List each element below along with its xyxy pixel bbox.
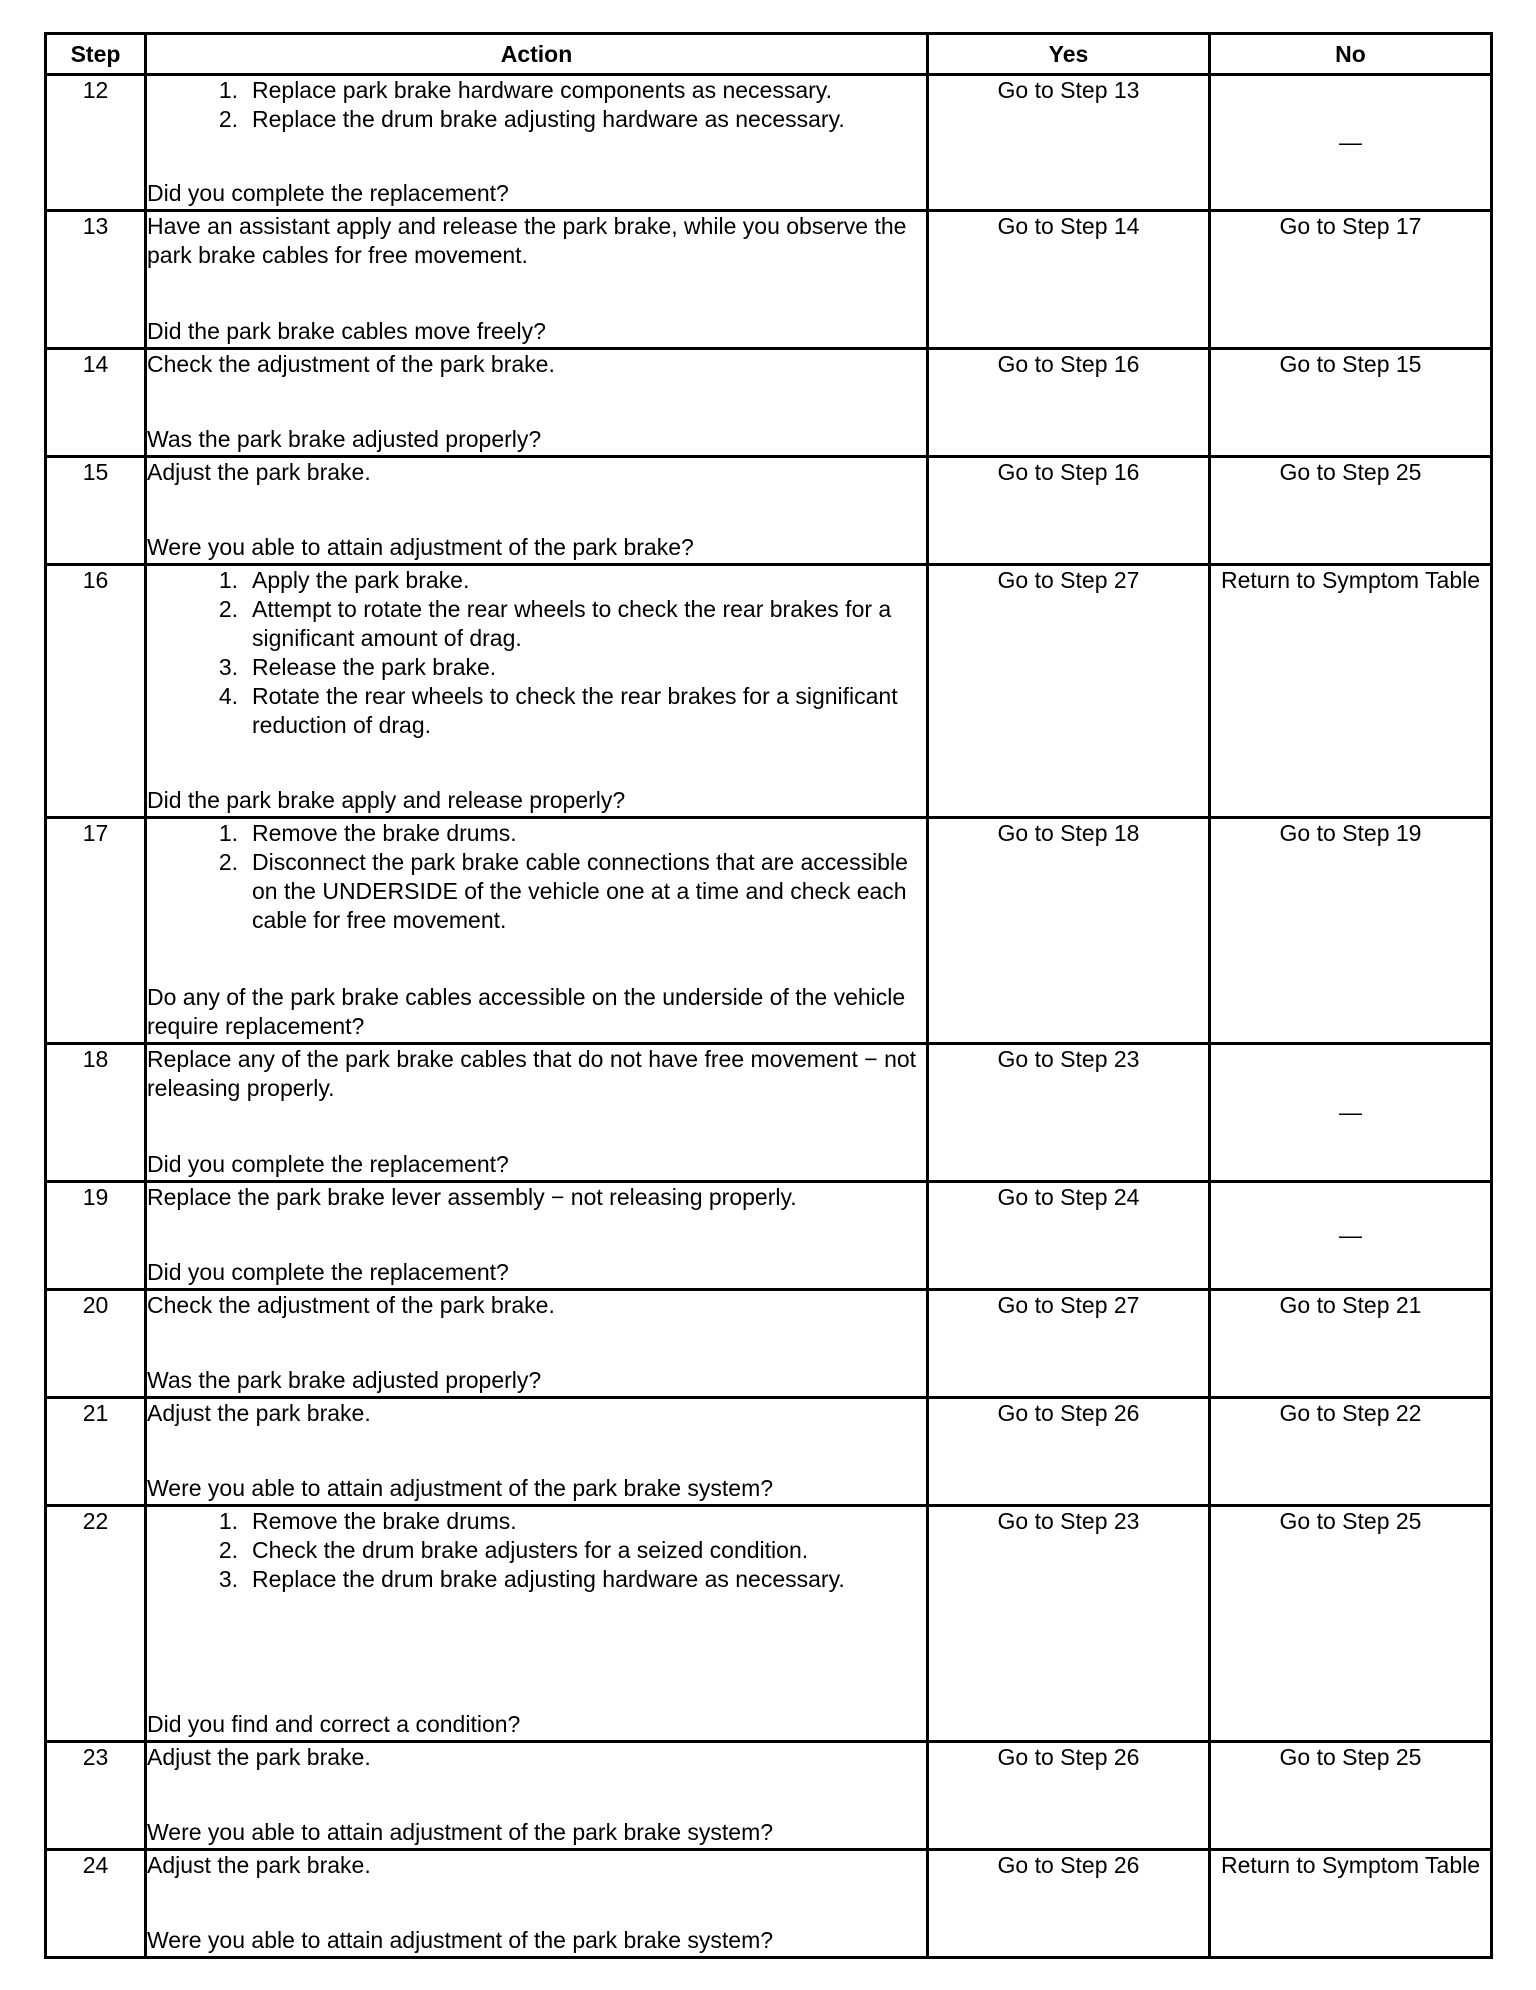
list-item-text: Replace park brake hardware components as necessary. (252, 77, 832, 103)
action-question: Did you complete the replacement? (147, 1151, 509, 1177)
table-row (46, 211, 1492, 349)
list-item-text: Replace the drum brake adjusting hardware as necessary. (252, 106, 845, 132)
action-cell (146, 1506, 928, 1742)
action-instructions (147, 350, 926, 379)
action-question: Were you able to attain adjustment of the park brake system? (147, 1927, 774, 1953)
step-number: 24 (46, 1850, 146, 1958)
action-instructions (147, 1183, 926, 1212)
action-question: Was the park brake adjusted properly? (147, 426, 542, 452)
step-number: 17 (46, 818, 146, 1044)
yes-result: Go to Step 16 (928, 349, 1210, 457)
header-action: Action (146, 34, 928, 75)
no-result: Go to Step 22 (1210, 1398, 1492, 1506)
yes-result: Go to Step 14 (928, 211, 1210, 349)
table-body (46, 75, 1492, 1958)
action-cell (146, 1850, 928, 1958)
action-instructions (147, 76, 926, 134)
yes-result: Go to Step 16 (928, 457, 1210, 565)
step-number: 18 (46, 1044, 146, 1182)
yes-result: Go to Step 27 (928, 565, 1210, 818)
step-number: 23 (46, 1742, 146, 1850)
step-number: 12 (46, 75, 146, 211)
action-text: Adjust the park brake. (147, 1744, 371, 1770)
list-item-text: Apply the park brake. (252, 567, 470, 593)
action-question: Were you able to attain adjustment of the park brake system? (147, 1475, 774, 1501)
action-instructions (147, 1291, 926, 1320)
list-item-number: 2. (218, 849, 238, 875)
action-instructions (147, 1399, 926, 1428)
no-result: Return to Symptom Table (1210, 565, 1492, 818)
table-row (46, 349, 1492, 457)
action-cell (146, 457, 928, 565)
list-item-text: Remove the brake drums. (252, 1508, 517, 1534)
header-step: Step (46, 34, 146, 75)
action-list-item (147, 105, 926, 134)
header-no: No (1210, 34, 1492, 75)
action-text: Have an assistant apply and release the park brake, while you observe the park brake cables for free movement. (147, 213, 907, 268)
list-item-number: 1. (218, 567, 238, 593)
no-result: Go to Step 25 (1210, 1742, 1492, 1850)
action-question: Do any of the park brake cables accessible on the underside of the vehicle require replacement? (147, 984, 906, 1039)
action-cell (146, 1290, 928, 1398)
action-text: Adjust the park brake. (147, 1400, 371, 1426)
no-result: — (1210, 1182, 1492, 1290)
list-item-text: Rotate the rear wheels to check the rear brakes for a significant reduction of drag. (252, 683, 898, 738)
action-question: Were you able to attain adjustment of the park brake system? (147, 1819, 774, 1845)
action-cell (146, 1044, 928, 1182)
yes-result: Go to Step 24 (928, 1182, 1210, 1290)
list-item-number: 1. (218, 1508, 238, 1534)
action-list (147, 819, 926, 935)
list-item-text: Disconnect the park brake cable connections that are accessible on the UNDERSIDE of the vehicle one at a time and check each cable for free movement. (252, 849, 908, 933)
action-cell (146, 75, 928, 211)
step-number: 15 (46, 457, 146, 565)
no-result: — (1210, 1044, 1492, 1182)
list-item-number: 2. (218, 106, 238, 132)
action-instructions (147, 1743, 926, 1772)
action-cell (146, 1182, 928, 1290)
list-item-text: Check the drum brake adjusters for a seized condition. (252, 1537, 809, 1563)
table-row (46, 1850, 1492, 1958)
action-list-item (147, 653, 926, 682)
action-text: Adjust the park brake. (147, 459, 371, 485)
action-list (147, 566, 926, 740)
action-question: Was the park brake adjusted properly? (147, 1367, 542, 1393)
action-list-item (147, 566, 926, 595)
no-result: Go to Step 15 (1210, 349, 1492, 457)
action-cell (146, 1742, 928, 1850)
action-list-item (147, 1565, 926, 1594)
action-instructions (147, 1851, 926, 1880)
yes-result: Go to Step 26 (928, 1850, 1210, 1958)
step-number: 14 (46, 349, 146, 457)
list-item-text: Release the park brake. (252, 654, 497, 680)
action-list-item (147, 819, 926, 848)
list-item-number: 3. (218, 654, 238, 680)
step-number: 21 (46, 1398, 146, 1506)
table-row (46, 1742, 1492, 1850)
no-result: Go to Step 17 (1210, 211, 1492, 349)
table-row (46, 818, 1492, 1044)
action-instructions (147, 458, 926, 487)
table-row (46, 1182, 1492, 1290)
yes-result: Go to Step 26 (928, 1742, 1210, 1850)
action-instructions (147, 566, 926, 740)
table-row (46, 457, 1492, 565)
no-result: Go to Step 19 (1210, 818, 1492, 1044)
action-list (147, 76, 926, 134)
step-number: 13 (46, 211, 146, 349)
list-item-number: 1. (218, 820, 238, 846)
list-item-number: 4. (218, 683, 238, 709)
list-item-number: 2. (218, 1537, 238, 1563)
table-row (46, 1506, 1492, 1742)
action-question: Did the park brake cables move freely? (147, 318, 546, 344)
action-cell (146, 349, 928, 457)
action-instructions (147, 212, 926, 270)
action-list-item (147, 76, 926, 105)
step-number: 19 (46, 1182, 146, 1290)
action-cell (146, 565, 928, 818)
action-cell (146, 211, 928, 349)
yes-result: Go to Step 13 (928, 75, 1210, 211)
action-cell (146, 1398, 928, 1506)
step-number: 22 (46, 1506, 146, 1742)
no-result: Go to Step 25 (1210, 1506, 1492, 1742)
no-result: — (1210, 75, 1492, 211)
action-list-item (147, 1536, 926, 1565)
step-number: 16 (46, 565, 146, 818)
table-row (46, 1044, 1492, 1182)
list-item-text: Remove the brake drums. (252, 820, 517, 846)
table-row (46, 1290, 1492, 1398)
action-instructions (147, 1507, 926, 1594)
action-question: Did the park brake apply and release properly? (147, 787, 626, 813)
action-list-item (147, 848, 926, 935)
diagnostic-table (44, 32, 1493, 1959)
list-item-number: 3. (218, 1566, 238, 1592)
action-text: Adjust the park brake. (147, 1852, 371, 1878)
action-instructions (147, 819, 926, 935)
table-row (46, 1398, 1492, 1506)
action-list (147, 1507, 926, 1594)
action-cell (146, 818, 928, 1044)
header-row (46, 34, 1492, 75)
action-list-item (147, 595, 926, 653)
yes-result: Go to Step 23 (928, 1506, 1210, 1742)
action-question: Did you find and correct a condition? (147, 1711, 521, 1737)
list-item-number: 1. (218, 77, 238, 103)
list-item-number: 2. (218, 596, 238, 622)
step-number: 20 (46, 1290, 146, 1398)
table-row (46, 75, 1492, 211)
no-result: Go to Step 21 (1210, 1290, 1492, 1398)
no-result: Return to Symptom Table (1210, 1850, 1492, 1958)
header-yes: Yes (928, 34, 1210, 75)
action-text: Check the adjustment of the park brake. (147, 351, 555, 377)
action-text: Check the adjustment of the park brake. (147, 1292, 555, 1318)
list-item-text: Attempt to rotate the rear wheels to check the rear brakes for a significant amount of drag. (252, 596, 892, 651)
yes-result: Go to Step 18 (928, 818, 1210, 1044)
action-question: Were you able to attain adjustment of the park brake? (147, 534, 694, 560)
yes-result: Go to Step 27 (928, 1290, 1210, 1398)
action-question: Did you complete the replacement? (147, 180, 509, 206)
action-question: Did you complete the replacement? (147, 1259, 509, 1285)
action-text: Replace any of the park brake cables that do not have free movement − not releasing properly. (147, 1046, 917, 1101)
action-text: Replace the park brake lever assembly − not releasing properly. (147, 1184, 797, 1210)
yes-result: Go to Step 26 (928, 1398, 1210, 1506)
table-row (46, 565, 1492, 818)
list-item-text: Replace the drum brake adjusting hardware as necessary. (252, 1566, 845, 1592)
action-instructions (147, 1045, 926, 1103)
action-list-item (147, 1507, 926, 1536)
yes-result: Go to Step 23 (928, 1044, 1210, 1182)
action-list-item (147, 682, 926, 740)
no-result: Go to Step 25 (1210, 457, 1492, 565)
